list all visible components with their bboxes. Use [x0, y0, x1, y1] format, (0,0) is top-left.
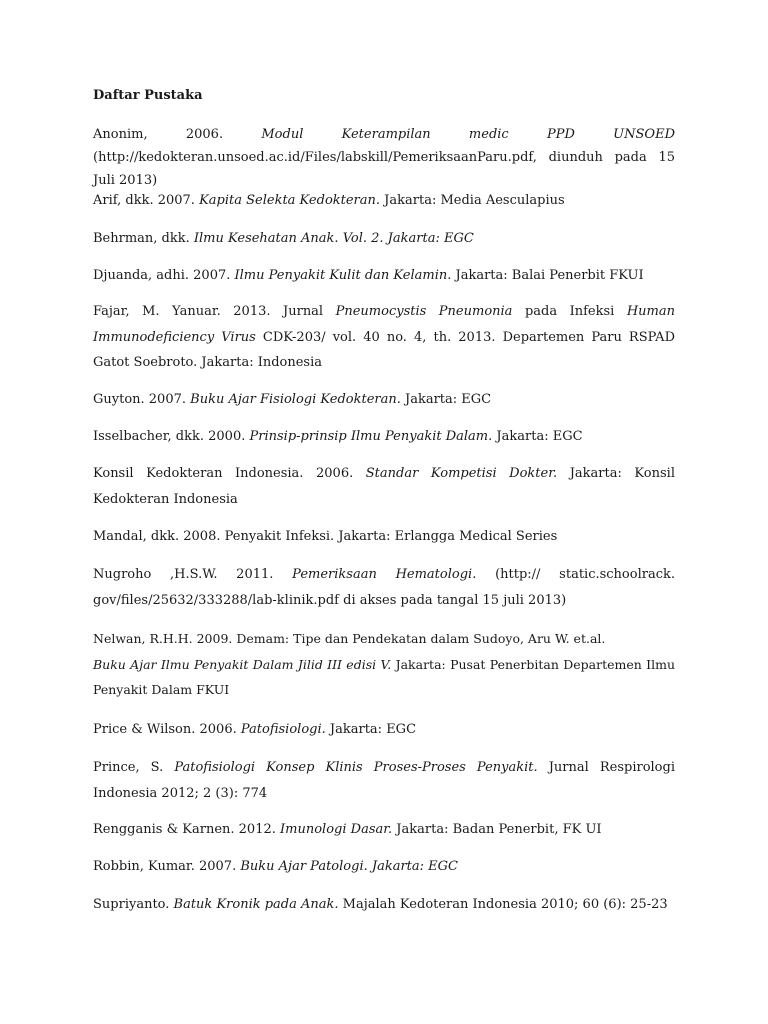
reference-item: Konsil Kedokteran Indonesia. 2006. Standar Kompetisi Dokter. Jakarta: Konsil Kedokteran Indonesia — [93, 466, 675, 507]
reference-item: Mandal, dkk. 2008. Penyakit Infeksi. Jakarta: Erlangga Medical Series — [93, 529, 558, 544]
reference-item: Arif, dkk. 2007. Kapita Selekta Kedokteran. Jakarta: Media Aesculapius — [93, 193, 565, 208]
reference-item: Robbin, Kumar. 2007. Buku Ajar Patologi. Jakarta: EGC — [93, 859, 458, 874]
reference-item: Nugroho ,H.S.W. 2011. Pemeriksaan Hematologi. (http:// static.schoolrack. gov/files/25632/333288/lab-klinik.pdf di akses pada tangal 15 juli 2013) — [93, 567, 675, 608]
reference-item: Behrman, dkk. Ilmu Kesehatan Anak. Vol. 2. Jakarta: EGC — [93, 231, 474, 246]
reference-item: Isselbacher, dkk. 2000. Prinsip-prinsip Ilmu Penyakit Dalam. Jakarta: EGC — [93, 429, 583, 444]
reference-item: Supriyanto. Batuk Kronik pada Anak. Majalah Kedoteran Indonesia 2010; 60 (6): 25-23 — [93, 897, 668, 912]
reference-item: Prince, S. Patofisiologi Konsep Klinis Proses-Proses Penyakit. Jurnal Respirologi Indonesia 2012; 2 (3): 774 — [93, 760, 675, 801]
reference-item: Guyton. 2007. Buku Ajar Fisiologi Kedokteran. Jakarta: EGC — [93, 392, 492, 407]
reference-item: Price & Wilson. 2006. Patofisiologi. Jakarta: EGC — [93, 722, 417, 737]
page-title: Daftar Pustaka — [93, 88, 203, 103]
reference-item: Anonim, 2006. Modul Keterampilan medic PPD UNSOED (http://kedokteran.unsoed.ac.id/Files/labskill/PemeriksaanParu.pdf, diunduh pada 15 Juli 2013) — [93, 127, 675, 188]
reference-item: Nelwan, R.H.H. 2009. Demam: Tipe dan Pendekatan dalam Sudoyo, Aru W. et.al. Buku Ajar Ilmu Penyakit Dalam Jilid III edisi V. Jakarta: Pusat Penerbitan Departemen Ilmu Penyakit Dalam FKUI — [93, 631, 675, 697]
reference-item: Rengganis & Karnen. 2012. Imunologi Dasar. Jakarta: Badan Penerbit, FK UI — [93, 822, 602, 837]
reference-item: Fajar, M. Yanuar. 2013. Jurnal Pneumocystis Pneumonia pada Infeksi Human Immunodeficiency Virus CDK-203/ vol. 40 no. 4, th. 2013. Departemen Paru RSPAD Gatot Soebroto. Jakarta: Indonesia — [93, 304, 675, 370]
reference-item: Djuanda, adhi. 2007. Ilmu Penyakit Kulit dan Kelamin. Jakarta: Balai Penerbit FKUI — [93, 268, 644, 283]
